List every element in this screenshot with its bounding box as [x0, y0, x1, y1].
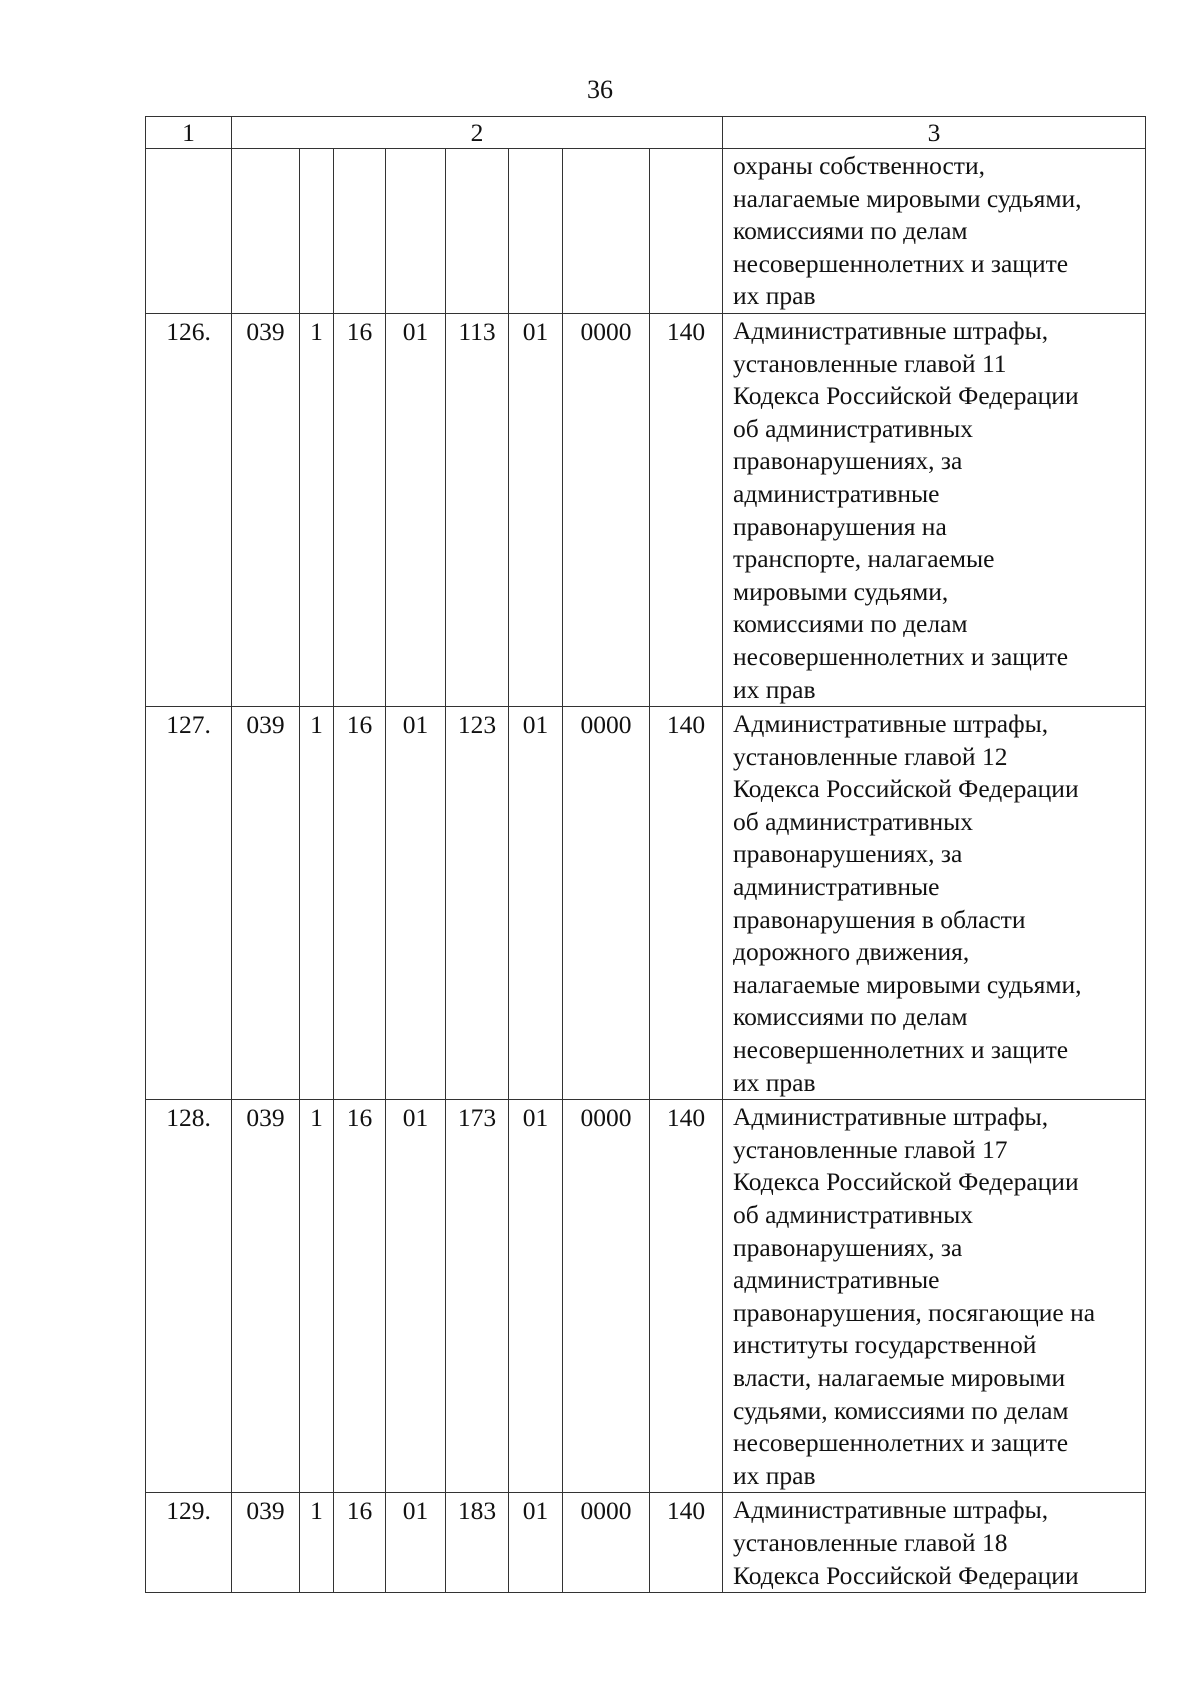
code-program: 0000: [563, 313, 650, 706]
code-article: 01: [386, 313, 446, 706]
table-row: [146, 1100, 1146, 1493]
table-row: [146, 1493, 1146, 1593]
description-line: несовершеннолетних и защите: [733, 1428, 1069, 1458]
description-line: правонарушениях, за: [733, 1232, 963, 1262]
code-element: 01: [509, 707, 563, 1100]
description-line: комиссиями по делам: [733, 609, 968, 639]
row-description: [723, 1493, 1146, 1593]
code-subarticle: 183: [446, 1493, 509, 1593]
table-row: [146, 707, 1146, 1100]
row-number: 127.: [146, 707, 232, 1100]
page-number: 36: [587, 75, 613, 104]
description-line: Кодекса Российской Федерации: [733, 381, 1079, 411]
code-element: 01: [509, 1100, 563, 1493]
code-group: 1: [300, 707, 334, 1100]
description-line: Кодекса Российской Федерации: [733, 1167, 1079, 1197]
code-element: 01: [509, 313, 563, 706]
description-line: несовершеннолетних и защите: [733, 641, 1069, 671]
description-line: дорожного движения,: [733, 937, 970, 967]
description-line: несовершеннолетних и защите: [733, 248, 1069, 278]
code-group: 1: [300, 1100, 334, 1493]
budget-code-table: [145, 116, 1146, 1593]
description-line: правонарушения на: [733, 511, 947, 541]
table-row: [146, 149, 1146, 314]
code-element: 01: [509, 1493, 563, 1593]
code-group: 1: [300, 313, 334, 706]
code-classification: 140: [650, 1493, 723, 1593]
code-element: [509, 149, 563, 314]
code-subgroup: 16: [334, 313, 386, 706]
code-admin: 039: [232, 1100, 300, 1493]
description-line: их прав: [733, 281, 816, 311]
description-line: их прав: [733, 1460, 816, 1490]
description-line: правонарушения, посягающие на: [733, 1297, 1096, 1327]
row-number: [146, 149, 232, 314]
code-subgroup: 16: [334, 1100, 386, 1493]
row-description: [723, 707, 1146, 1100]
code-classification: 140: [650, 313, 723, 706]
header-col-1: 1: [146, 117, 232, 149]
code-program: 0000: [563, 1493, 650, 1593]
code-admin: 039: [232, 707, 300, 1100]
description-line: комиссиями по делам: [733, 1002, 968, 1032]
row-number: 126.: [146, 313, 232, 706]
description-line: Административные штрафы,: [733, 1495, 1049, 1525]
code-subarticle: 173: [446, 1100, 509, 1493]
description-line: мировыми судьями,: [733, 576, 949, 606]
code-classification: [650, 149, 723, 314]
description-line: административные: [733, 478, 940, 508]
description-line: несовершеннолетних и защите: [733, 1035, 1069, 1065]
code-subgroup: 16: [334, 1493, 386, 1593]
code-program: 0000: [563, 707, 650, 1100]
description-line: налагаемые мировыми судьями,: [733, 969, 1082, 999]
description-line: установленные главой 18: [733, 1527, 1008, 1557]
description-line: установленные главой 11: [733, 348, 1007, 378]
code-admin: 039: [232, 313, 300, 706]
code-article: 01: [386, 1493, 446, 1593]
description-line: транспорте, налагаемые: [733, 544, 995, 574]
code-article: 01: [386, 707, 446, 1100]
code-program: 0000: [563, 1100, 650, 1493]
header-col-2: 2: [232, 117, 723, 149]
description-line: административные: [733, 872, 940, 902]
description-line: институты государственной: [733, 1330, 1037, 1360]
code-program: [563, 149, 650, 314]
row-number: 128.: [146, 1100, 232, 1493]
description-line: власти, налагаемые мировыми: [733, 1362, 1066, 1392]
row-description: [723, 1100, 1146, 1493]
description-line: административные: [733, 1265, 940, 1295]
code-article: [386, 149, 446, 314]
code-group: 1: [300, 1493, 334, 1593]
description-line: правонарушения в области: [733, 904, 1026, 934]
description-line: Административные штрафы,: [733, 315, 1049, 345]
code-admin: [232, 149, 300, 314]
description-line: об административных: [733, 806, 974, 836]
code-subarticle: [446, 149, 509, 314]
table-header-row: [146, 117, 1146, 149]
code-article: 01: [386, 1100, 446, 1493]
code-classification: 140: [650, 1100, 723, 1493]
description-line: Кодекса Российской Федерации: [733, 774, 1079, 804]
description-line: об административных: [733, 1200, 974, 1229]
description-line: установленные главой 17: [733, 1134, 1008, 1164]
code-subgroup: [334, 149, 386, 314]
code-classification: 140: [650, 707, 723, 1100]
description-line: установленные главой 12: [733, 741, 1008, 771]
description-line: их прав: [733, 674, 816, 704]
code-group: [300, 149, 334, 314]
row-description: [723, 313, 1146, 706]
code-subarticle: 123: [446, 707, 509, 1100]
description-line: Кодекса Российской Федерации: [733, 1560, 1079, 1590]
code-subgroup: 16: [334, 707, 386, 1100]
header-col-3: 3: [723, 117, 1146, 149]
description-line: правонарушениях, за: [733, 446, 963, 476]
description-line: налагаемые мировыми судьями,: [733, 183, 1082, 213]
code-subarticle: 113: [446, 313, 509, 706]
description-line: судьями, комиссиями по делам: [733, 1395, 1069, 1425]
description-line: об административных: [733, 413, 974, 443]
row-number: 129.: [146, 1493, 232, 1593]
table-row: [146, 313, 1146, 706]
description-line: охраны собственности,: [733, 151, 985, 180]
row-description: [723, 149, 1146, 314]
description-line: Административные штрафы,: [733, 1102, 1049, 1132]
description-line: их прав: [733, 1067, 816, 1097]
code-admin: 039: [232, 1493, 300, 1593]
description-line: Административные штрафы,: [733, 709, 1049, 739]
description-line: комиссиями по делам: [733, 216, 968, 246]
description-line: правонарушениях, за: [733, 839, 963, 869]
